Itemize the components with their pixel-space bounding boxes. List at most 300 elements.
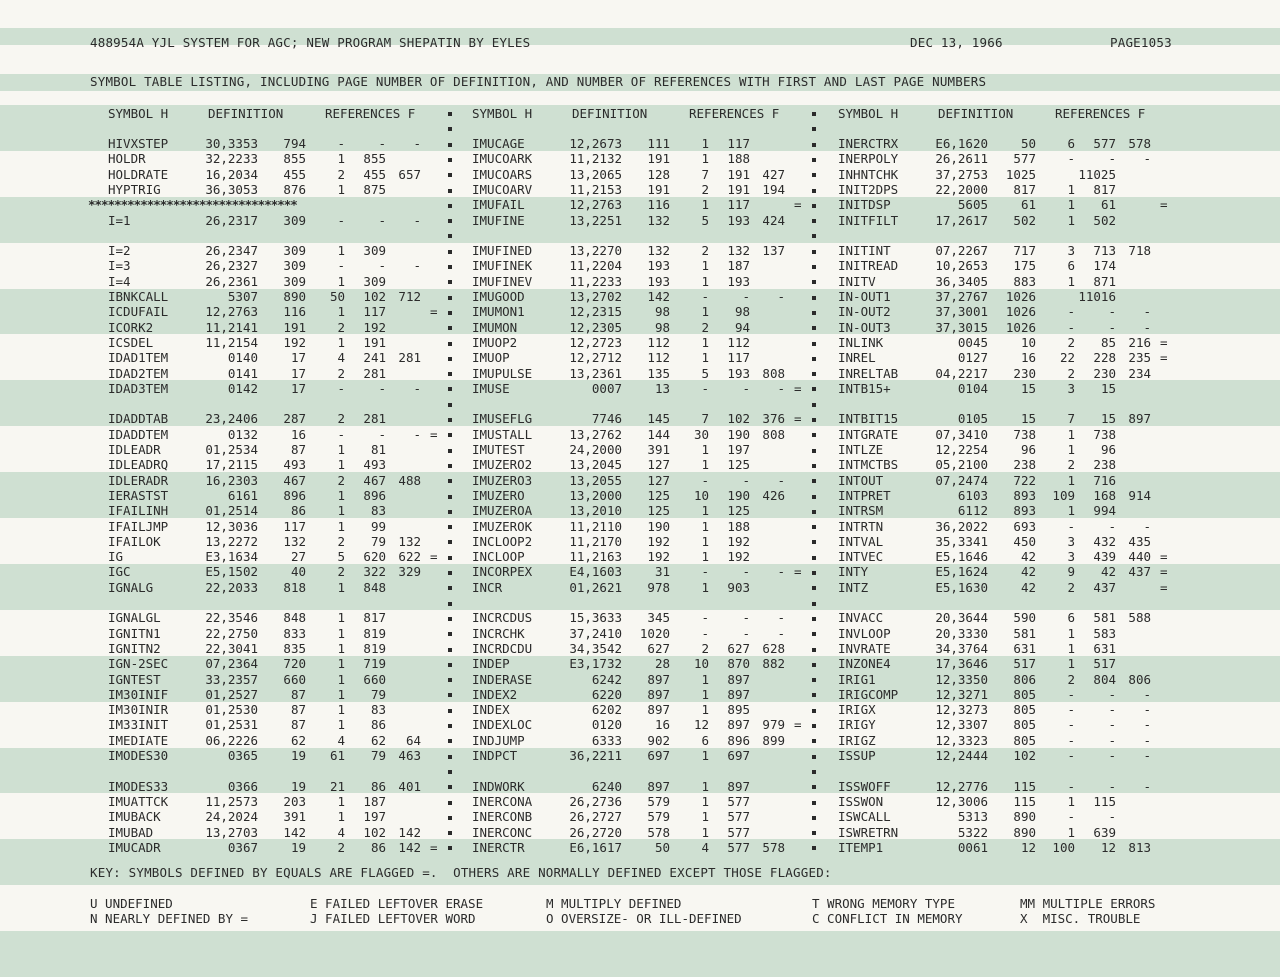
reference-count: 3 [1067, 533, 1075, 549]
last-reference-page: - [413, 136, 421, 151]
first-reference-page: - [1108, 319, 1116, 335]
key-item: J FAILED LEFTOVER WORD [310, 911, 476, 927]
symbol-name: INCRCHK [472, 625, 525, 641]
definition-page: 145 [647, 411, 670, 427]
definition-address: 0367 [227, 839, 258, 855]
definition-address: 26,2317 [205, 212, 258, 228]
symbol-name: IFAILINH [108, 503, 169, 519]
first-reference-page: 191 [727, 181, 750, 197]
definition-page: 96 [1020, 442, 1036, 457]
definition-address: 13,2702 [569, 289, 622, 304]
first-reference-page: 192 [363, 319, 386, 335]
first-reference-page: 896 [363, 487, 386, 503]
column-separator-dot [812, 189, 816, 193]
first-reference-page: 455 [363, 166, 386, 182]
definition-page: 717 [1013, 243, 1036, 259]
definition-address: 36,3405 [935, 273, 988, 289]
definition-page: 579 [647, 809, 670, 825]
definition-address: 24,2024 [205, 809, 258, 825]
symbol-name: INERCONB [472, 809, 533, 825]
symbol-name: INLINK [838, 334, 884, 350]
first-reference-page: 62 [370, 732, 386, 748]
definition-address: 0127 [957, 350, 988, 366]
symbol-name: IDLEADRQ [108, 457, 169, 473]
first-reference-page: 819 [363, 640, 386, 656]
definition-page: 16 [290, 426, 306, 442]
column-separator-dot [812, 540, 816, 544]
reference-count: - [701, 289, 709, 304]
definition-page: 818 [283, 579, 306, 595]
definition-address: E6,1620 [935, 136, 988, 151]
column-separator-dot [448, 357, 452, 361]
symbol-name: IERASTST [108, 487, 169, 503]
symbol-name: IMUFINEV [472, 273, 533, 289]
column-separator-dot [812, 663, 816, 667]
symbol-name: IDAD2TEM [108, 365, 169, 381]
first-reference-page: 174 [1093, 258, 1116, 274]
first-reference-page: 197 [727, 442, 750, 457]
definition-page: 87 [290, 686, 306, 702]
definition-address: 13,2272 [205, 533, 258, 549]
definition-page: 806 [1013, 671, 1036, 687]
definition-page: 19 [290, 748, 306, 763]
definition-address: 11,2233 [569, 273, 622, 289]
definition-address: E5,1502 [205, 564, 258, 580]
column-separator-dot [812, 433, 816, 437]
last-reference-page: 132 [398, 533, 421, 549]
definition-page: 31 [654, 564, 670, 580]
reference-count: 1 [1067, 197, 1075, 213]
definition-page: 1025 [1005, 166, 1036, 182]
first-reference-page: 190 [727, 487, 750, 503]
definition-page: 1026 [1005, 304, 1036, 320]
first-reference-page: - [1108, 518, 1116, 534]
symbol-name: IRIGZ [838, 732, 876, 748]
first-reference-page: 897 [727, 717, 750, 733]
symbol-name: HIVXSTEP [108, 136, 169, 151]
definition-address: 17,2617 [935, 212, 988, 228]
definition-address: 37,3001 [935, 304, 988, 320]
definition-address: 26,2611 [935, 151, 988, 167]
first-reference-page: 281 [363, 365, 386, 381]
reference-count: 1 [701, 334, 709, 350]
symbol-name: INTB15+ [838, 380, 891, 396]
first-reference-page: 281 [363, 411, 386, 427]
flag: = [1160, 197, 1168, 213]
definition-page: 794 [283, 136, 306, 151]
definition-address: 26,2347 [205, 243, 258, 259]
last-reference-page: 376 [762, 411, 785, 427]
column-separator-dot [448, 724, 452, 728]
symbol-name: IMUATTCK [108, 793, 169, 809]
first-reference-page: 115 [1093, 793, 1116, 809]
definition-address: 37,2767 [935, 289, 988, 304]
first-reference-page: 187 [727, 258, 750, 274]
reference-count: - [1067, 304, 1075, 320]
symbol-name: INCLOOP2 [472, 533, 533, 549]
column-separator-dot [448, 280, 452, 284]
symbol-name: INTMCTBS [838, 457, 899, 473]
definition-address: 34,3764 [935, 640, 988, 656]
reference-count: 10 [693, 487, 709, 503]
definition-page: 848 [283, 610, 306, 626]
symbol-name: INITINT [838, 243, 891, 259]
last-reference-page: 806 [1128, 671, 1151, 687]
first-reference-page: - [742, 610, 750, 626]
definition-page: 578 [647, 824, 670, 840]
first-reference-page: - [1108, 717, 1116, 733]
first-reference-page: - [378, 136, 386, 151]
symbol-name: IN-OUT3 [838, 319, 891, 335]
definition-page: 697 [647, 748, 670, 763]
column-separator-dot [812, 449, 816, 453]
key-item: X MISC. TROUBLE [1020, 911, 1141, 927]
column-separator-dot [448, 739, 452, 743]
last-reference-page: 440 [1128, 549, 1151, 565]
last-reference-page: - [777, 625, 785, 641]
definition-page: 230 [1013, 365, 1036, 381]
last-reference-page: - [1143, 778, 1151, 794]
column-separator-dot [448, 678, 452, 682]
column-separator-dot [812, 250, 816, 254]
first-reference-page: 86 [370, 778, 386, 794]
column-separator-dot [448, 663, 452, 667]
reference-count: 10 [693, 656, 709, 672]
definition-address: 0120 [591, 717, 622, 733]
column-separator-dot [812, 831, 816, 835]
definition-page: 98 [654, 319, 670, 335]
reference-count: - [337, 212, 345, 228]
first-reference-page: - [1108, 778, 1116, 794]
first-reference-page: 96 [1100, 442, 1116, 457]
first-reference-page: 309 [363, 273, 386, 289]
definition-page: 345 [647, 610, 670, 626]
column-separator-dot [812, 387, 816, 391]
first-reference-page: - [378, 212, 386, 228]
reference-count: - [337, 258, 345, 274]
reference-count: - [1067, 686, 1075, 702]
definition-page: 115 [1013, 778, 1036, 794]
definition-page: 817 [1013, 181, 1036, 197]
last-reference-page: - [1143, 319, 1151, 335]
symbol-name: INTRSM [838, 503, 884, 519]
column-separator-dot [812, 204, 816, 208]
definition-page: 42 [1020, 549, 1036, 565]
first-reference-page: 871 [1093, 273, 1116, 289]
symbol-name: IN-OUT2 [838, 304, 891, 320]
symbol-name: IMUZERO3 [472, 472, 533, 488]
definition-page: 192 [647, 549, 670, 565]
symbol-name: INERCONC [472, 824, 533, 840]
symbol-name: IGNALG [108, 579, 154, 595]
reference-count: - [1067, 778, 1075, 794]
last-reference-page: 899 [762, 732, 785, 748]
definition-address: 11,2204 [569, 258, 622, 274]
symbol-name: INVACC [838, 610, 884, 626]
definition-page: 502 [1013, 212, 1036, 228]
reference-count: 1 [337, 625, 345, 641]
last-reference-page: 882 [762, 656, 785, 672]
column-separator-dot [448, 495, 452, 499]
first-reference-page: 187 [363, 793, 386, 809]
definition-page: 112 [647, 334, 670, 350]
symbol-name: INTPRET [838, 487, 891, 503]
definition-page: 978 [647, 579, 670, 595]
definition-page: 192 [647, 533, 670, 549]
definition-page: 581 [1013, 625, 1036, 641]
first-reference-page: 81 [370, 442, 386, 457]
key-item: N NEARLY DEFINED BY = [90, 911, 249, 927]
definition-page: 897 [647, 778, 670, 794]
reference-count: - [701, 625, 709, 641]
column-separator-dot [448, 785, 452, 789]
definition-address: 13,2251 [569, 212, 622, 228]
last-reference-page: - [777, 610, 785, 626]
definition-address: 34,3542 [569, 640, 622, 656]
last-reference-page: 578 [1128, 136, 1151, 151]
first-reference-page: 228 [1093, 350, 1116, 366]
symbol-name: ISWRETRN [838, 824, 899, 840]
symbol-name: INVRATE [838, 640, 891, 656]
definition-page: 193 [647, 273, 670, 289]
first-reference-page: 467 [363, 472, 386, 488]
reference-count: - [1067, 319, 1075, 335]
reference-count: 1 [337, 686, 345, 702]
first-reference-page: 102 [363, 824, 386, 840]
first-reference-page: - [1108, 809, 1116, 825]
symbol-name: IM30INIR [108, 702, 169, 718]
definition-address: 13,2762 [569, 426, 622, 442]
symbol-name: ICSDEL [108, 334, 154, 350]
definition-page: 203 [283, 793, 306, 809]
definition-page: 193 [647, 258, 670, 274]
symbol-name: INTVAL [838, 533, 884, 549]
definition-address: 6242 [591, 671, 622, 687]
definition-address: 07,2267 [935, 243, 988, 259]
first-reference-page: - [1108, 732, 1116, 748]
reference-count: 1 [337, 702, 345, 718]
definition-page: 125 [647, 503, 670, 519]
definition-page: 287 [283, 411, 306, 427]
reference-count: 1 [701, 350, 709, 366]
first-reference-page: 994 [1093, 503, 1116, 519]
reference-count: 50 [329, 289, 345, 304]
flag: = [430, 549, 438, 565]
definition-page: 62 [290, 732, 306, 748]
first-reference-page: 191 [363, 334, 386, 350]
first-reference-page: 197 [363, 809, 386, 825]
definition-address: 22,2000 [935, 181, 988, 197]
reference-count: 1 [701, 809, 709, 825]
column-separator-dot [812, 311, 816, 315]
last-reference-page: 897 [1128, 411, 1151, 427]
definition-page: 125 [647, 487, 670, 503]
definition-address: 13,2361 [569, 365, 622, 381]
definition-address: 07,2474 [935, 472, 988, 488]
column-separator-dot [448, 632, 452, 636]
symbol-name: INVLOOP [838, 625, 891, 641]
first-reference-page: 61 [1100, 197, 1116, 213]
symbol-name: INDWORK [472, 778, 525, 794]
definition-page: 86 [290, 503, 306, 519]
definition-address: 5307 [227, 289, 258, 304]
definition-address: 20,3330 [935, 625, 988, 641]
column-separator-dot [812, 571, 816, 575]
definition-address: 01,2621 [569, 579, 622, 595]
last-reference-page: 628 [762, 640, 785, 656]
symbol-name: IMUFAIL [472, 197, 525, 213]
first-reference-page: 112 [727, 334, 750, 350]
reference-count: 30 [693, 426, 709, 442]
reference-count: 1 [1067, 640, 1075, 656]
symbol-name: IMUCAGE [472, 136, 525, 151]
reference-count: - [1067, 702, 1075, 718]
definition-address: 12,2444 [935, 748, 988, 763]
reference-count: 4 [337, 350, 345, 366]
symbol-name: I=3 [108, 258, 131, 274]
first-reference-page: 631 [1093, 640, 1116, 656]
first-reference-page: 639 [1093, 824, 1116, 840]
reference-count: 1 [701, 258, 709, 274]
first-reference-page: 660 [363, 671, 386, 687]
definition-address: 22,3041 [205, 640, 258, 656]
definition-page: 631 [1013, 640, 1036, 656]
first-reference-page: 627 [727, 640, 750, 656]
reference-count: 4 [701, 839, 709, 855]
definition-address: 12,2763 [205, 304, 258, 320]
reference-count: 2 [337, 564, 345, 580]
reference-count: 1 [701, 533, 709, 549]
column-separator-dot [812, 418, 816, 422]
definition-address: 01,2534 [205, 442, 258, 457]
reference-count: 3 [1067, 549, 1075, 565]
definition-address: 01,2530 [205, 702, 258, 718]
first-reference-page: 439 [1093, 549, 1116, 565]
first-reference-page: 191 [727, 166, 750, 182]
last-reference-page: 914 [1128, 487, 1151, 503]
last-reference-page: - [777, 380, 785, 396]
reference-count: 1 [1067, 426, 1075, 442]
reference-count: 1 [337, 717, 345, 733]
definition-page: 192 [283, 334, 306, 350]
symbol-name: IGC [108, 564, 131, 580]
column-separator-dot [812, 495, 816, 499]
first-reference-page: 241 [363, 350, 386, 366]
definition-address: 30,3353 [205, 136, 258, 151]
first-reference-page: 817 [363, 610, 386, 626]
definition-page: 142 [647, 289, 670, 304]
first-reference-page: 188 [727, 151, 750, 167]
definition-address: 11,2170 [569, 533, 622, 549]
key-item: T WRONG MEMORY TYPE [812, 896, 955, 911]
symbol-name: IMUFINEK [472, 258, 533, 274]
last-reference-page: - [413, 426, 421, 442]
first-reference-page: 15 [1100, 380, 1116, 396]
column-separator-dot [812, 755, 816, 759]
last-reference-page: - [777, 289, 785, 304]
definition-page: 890 [1013, 809, 1036, 825]
column-separator-dot [448, 433, 452, 437]
first-reference-page: 102 [363, 289, 386, 304]
definition-address: 36,2022 [935, 518, 988, 534]
column-separator-dot [448, 173, 452, 177]
first-reference-page: 117 [727, 136, 750, 151]
column-separator-dot [812, 846, 816, 850]
last-reference-page: 808 [762, 426, 785, 442]
reference-count: 4 [337, 732, 345, 748]
definition-address: 36,3053 [205, 181, 258, 197]
symbol-name: IFAILJMP [108, 518, 169, 534]
definition-address: 12,2254 [935, 442, 988, 457]
reference-count: 1 [337, 610, 345, 626]
reference-count: 6 [1067, 136, 1075, 151]
reference-count: - [701, 610, 709, 626]
definition-address: 37,2753 [935, 166, 988, 182]
column-separator-dot [812, 632, 816, 636]
definition-page: 132 [647, 212, 670, 228]
definition-address: 11,2154 [205, 334, 258, 350]
symbol-name: INERCTRX [838, 136, 899, 151]
column-separator-dot [812, 234, 816, 238]
reference-count: 1 [337, 457, 345, 473]
first-reference-page: 804 [1093, 671, 1116, 687]
reference-count: 1 [701, 518, 709, 534]
definition-page: 805 [1013, 686, 1036, 702]
column-separator-dot [448, 189, 452, 193]
header-symbol: SYMBOL H [838, 106, 899, 121]
definition-address: 17,3646 [935, 656, 988, 672]
definition-page: 693 [1013, 518, 1036, 534]
definition-address: 6103 [957, 487, 988, 503]
symbol-name: IRIG1 [838, 671, 876, 687]
definition-page: 902 [647, 732, 670, 748]
reference-count: 2 [337, 533, 345, 549]
symbol-name: I=4 [108, 273, 131, 289]
symbol-name: INHNTCHK [838, 166, 899, 182]
definition-address: 26,2327 [205, 258, 258, 274]
first-reference-page: 193 [727, 273, 750, 289]
symbol-name: INITFILT [838, 212, 899, 228]
page-header-date: DEC 13, 1966 [910, 35, 1003, 50]
definition-address: 0045 [957, 334, 988, 350]
symbol-name: IGNTEST [108, 671, 161, 687]
column-separator-dot [812, 801, 816, 805]
definition-page: 883 [1013, 273, 1036, 289]
symbol-name: IMUCOARV [472, 181, 533, 197]
definition-page: 175 [1013, 258, 1036, 274]
reference-count: 1 [701, 702, 709, 718]
last-reference-page: 142 [398, 839, 421, 855]
first-reference-page: 79 [370, 686, 386, 702]
symbol-name: IG [108, 549, 124, 565]
page-header-title: 488954A YJL SYSTEM FOR AGC; NEW PROGRAM SHEPATIN BY EYLES [90, 35, 531, 50]
page-header-page: PAGE1053 [1110, 35, 1172, 50]
definition-page: 833 [283, 625, 306, 641]
definition-page: 127 [647, 472, 670, 488]
definition-address: 0141 [227, 365, 258, 381]
column-separator-dot [448, 342, 452, 346]
definition-page: 144 [647, 426, 670, 442]
definition-address: 0140 [227, 350, 258, 366]
column-separator-dot [812, 693, 816, 697]
definition-address: 37,2410 [569, 625, 622, 641]
reference-count: 1 [337, 793, 345, 809]
symbol-name: INERCONA [472, 793, 533, 809]
definition-address: 23,2406 [205, 411, 258, 427]
definition-address: 22,2750 [205, 625, 258, 641]
definition-address: 13,2000 [569, 487, 622, 503]
last-reference-page: 657 [398, 166, 421, 182]
